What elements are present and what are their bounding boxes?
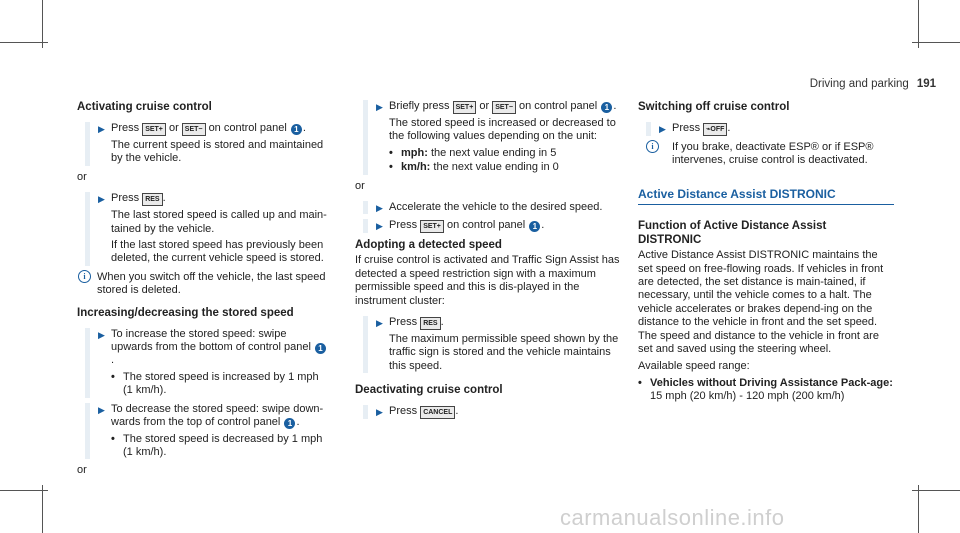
watermark: carmanualsonline.info (560, 505, 785, 530)
bullet-item (638, 377, 894, 404)
cancel-key-icon: CANCEL (420, 406, 455, 419)
set-plus-key-icon: SET+ (420, 220, 444, 233)
or-text: or (355, 179, 365, 192)
resume-key-icon: RES (420, 317, 440, 330)
page-number: 191 (916, 78, 936, 90)
arrow-icon: ▶ (98, 404, 105, 415)
step-desc: The stored speed is increased or decreased to the following values depending on the unit: (389, 117, 616, 143)
text: Briefly press (389, 100, 450, 112)
or-text: or (77, 464, 87, 477)
arrow-icon: ▶ (98, 194, 105, 205)
text: on control panel (518, 100, 598, 112)
heading-switching-off: Switching off cruise control (638, 101, 790, 113)
step-text: Accelerate the vehicle to the desired speed. (389, 201, 603, 214)
crop-mark (918, 0, 919, 48)
section-heading-distronic: Active Distance Assist DISTRONIC (638, 188, 894, 205)
bullet-text: the next value ending in 0 (433, 161, 559, 174)
bullet-item (389, 147, 620, 160)
text: Press (111, 122, 140, 134)
step-desc: If the last stored speed has previously been deleted, the current vehicle speed is stored. (111, 239, 324, 265)
arrow-icon: ▶ (659, 124, 666, 134)
bullet-label: km/h: (401, 161, 431, 174)
text: or (168, 122, 179, 134)
bullet-label: Vehicles without Driving Assistance Pack-age: (650, 376, 893, 389)
step (77, 328, 327, 398)
resume-key-icon: RES (142, 193, 162, 206)
text: or (479, 100, 490, 112)
marker-1-icon: 1 (601, 102, 612, 113)
heading-deactivating: Deactivating cruise control (355, 384, 503, 397)
heading-activating: Activating cruise control (77, 101, 212, 113)
marker-1-icon: 1 (315, 343, 326, 354)
text: . (302, 122, 306, 134)
step-desc: The last stored speed is called up and main-tained by the vehicle. (111, 209, 327, 235)
arrow-icon: ▶ (376, 102, 383, 112)
column-left (77, 100, 327, 486)
note-text: If you brake, deactivate ESP® or if ESP® intervenes, cruise control is deactivated. (672, 141, 874, 167)
or-text: or (77, 170, 87, 183)
column-right (638, 100, 894, 405)
text: on control panel (208, 122, 287, 134)
text: Press (389, 405, 418, 418)
info-icon: i (78, 270, 91, 283)
step (77, 122, 327, 166)
crop-mark (0, 42, 48, 43)
arrow-icon: ▶ (376, 221, 383, 232)
text: . (111, 354, 115, 367)
marker-1-icon: 1 (291, 124, 302, 135)
cruise-off-key-icon: ⌁OFF (703, 123, 727, 136)
set-minus-key-icon: SET− (492, 101, 516, 114)
step-desc: The current speed is stored and maintained by the vehicle. (111, 139, 324, 165)
text: . (613, 100, 617, 112)
crop-mark (42, 0, 43, 48)
note (638, 141, 894, 168)
step (355, 100, 620, 175)
marker-1-icon: 1 (529, 221, 540, 232)
note (77, 271, 327, 298)
bullet-label: mph: (401, 146, 428, 159)
text: . (541, 219, 545, 232)
arrow-icon: ▶ (98, 329, 105, 340)
step (355, 316, 620, 373)
bullet-text: the next value ending in 5 (430, 146, 557, 159)
info-icon: i (646, 140, 659, 153)
text: . (727, 122, 731, 134)
step (77, 403, 327, 460)
arrow-icon: ▶ (376, 407, 383, 418)
text: To increase the stored speed: swipe upwards from the bottom of control panel (111, 327, 311, 354)
crop-mark (912, 490, 960, 491)
crop-mark (0, 490, 48, 491)
text: Press (389, 219, 418, 232)
paragraph: Available speed range: (638, 360, 750, 373)
set-plus-key-icon: SET+ (142, 123, 166, 136)
arrow-icon: ▶ (376, 318, 383, 329)
set-minus-key-icon: SET− (182, 123, 206, 136)
bullet-item: • The stored speed is decreased by 1 mph (1 km/h). (111, 433, 327, 460)
note-text: When you switch off the vehicle, the last speed stored is deleted. (97, 270, 326, 297)
step-desc: The maximum permissible speed shown by the traffic sign is stored and the vehicle maintains this speed. (389, 333, 619, 372)
text: on control panel (446, 219, 526, 232)
set-plus-key-icon: SET+ (453, 101, 477, 114)
text: . (455, 405, 459, 418)
column-middle (355, 100, 620, 424)
paragraph: If cruise control is activated and Traffic Sign Assist has detected a speed restriction sign with a maximum permissible speed and this is dis-played in the instrument cluster: (355, 254, 620, 307)
crop-mark (918, 485, 919, 533)
arrow-icon: ▶ (376, 203, 383, 214)
bullet-item (389, 161, 620, 174)
bullet-text: 15 mph (20 km/h) - 120 mph (200 km/h) (650, 390, 845, 403)
step (355, 201, 620, 214)
heading-adopting: Adopting a detected speed (355, 239, 502, 252)
section-title: Driving and parking (809, 78, 909, 90)
text: . (296, 416, 300, 429)
text: . (440, 316, 444, 329)
marker-1-icon: 1 (284, 418, 295, 429)
step (77, 192, 327, 266)
heading-increasing: Increasing/decreasing the stored speed (77, 306, 294, 319)
crop-mark (912, 42, 960, 43)
crop-mark (42, 485, 43, 533)
step (638, 122, 894, 136)
bullet-item: • The stored speed is increased by 1 mph (1 km/h). (111, 371, 327, 398)
arrow-icon: ▶ (98, 124, 105, 134)
paragraph: Active Distance Assist DISTRONIC maintains the set speed on free-flowing roads. If vehicles in front are detected, the set distance is main-tained, if necessary, until the vehicle comes to a halt. The vehicle accelerates or brakes depend-ing on the distance to the vehicle in front and the set speed. The speed and distance to the vehicle in front are set and saved using the steering wheel. (638, 249, 884, 356)
text: Press (389, 316, 418, 329)
step (355, 219, 620, 233)
text: To decrease the stored speed: swipe down-wards from the top of control panel (111, 402, 324, 429)
step (355, 405, 620, 419)
heading-function-a: Function of Active Distance Assist (638, 220, 827, 233)
heading-function-b: DISTRONIC (638, 234, 702, 247)
text: Press (111, 192, 140, 205)
page-header (810, 78, 936, 90)
text: . (162, 192, 166, 205)
text: Press (672, 122, 701, 134)
